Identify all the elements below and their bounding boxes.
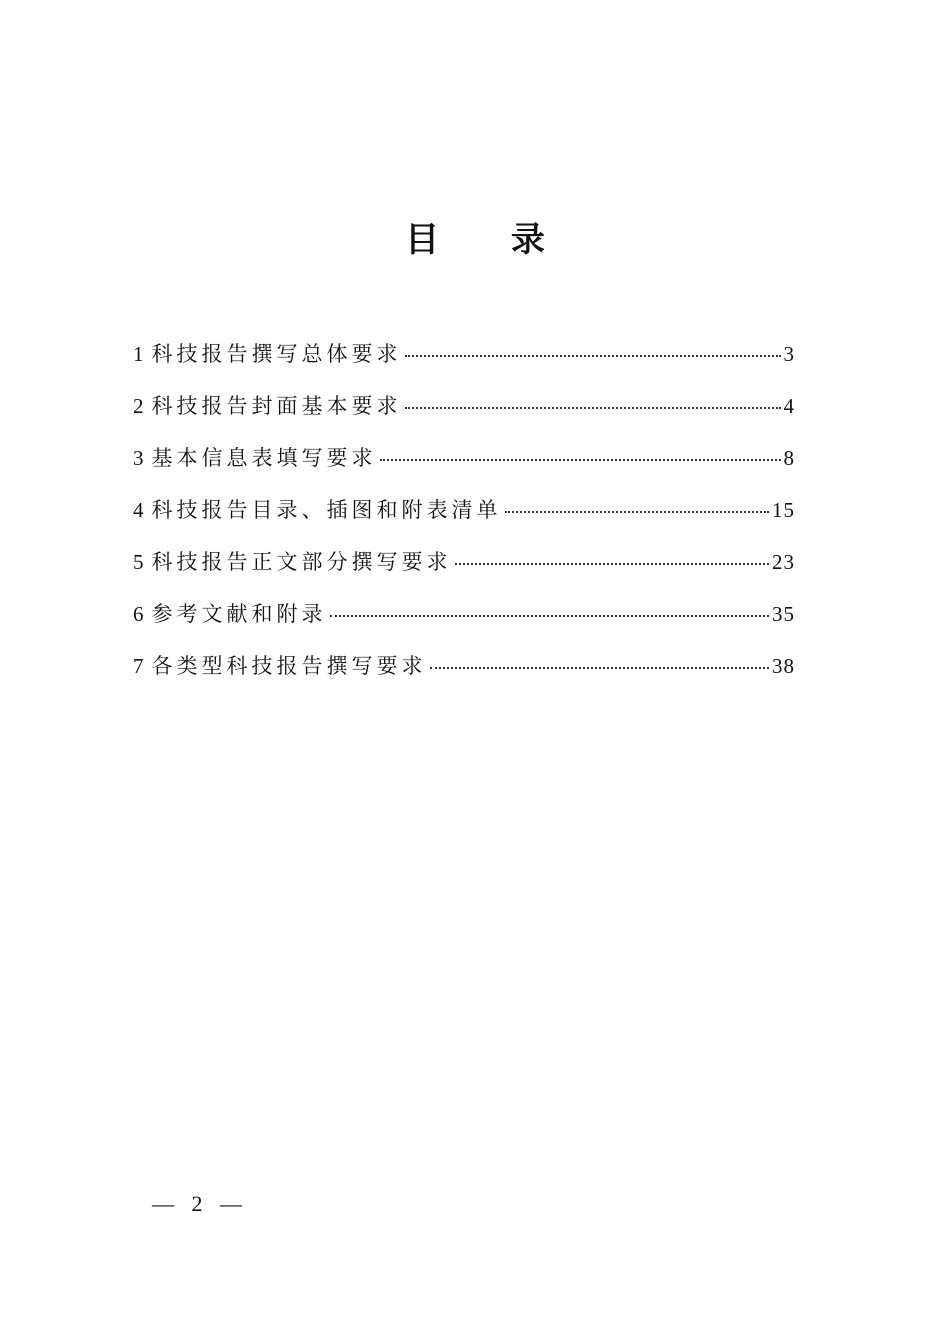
toc-entry-number: 4 [133, 498, 144, 522]
toc-entry-page: 3 [783, 342, 795, 366]
toc-entry-title: 基本信息表填写要求 [151, 446, 377, 470]
toc-entry-title: 科技报告撰写总体要求 [151, 342, 402, 366]
toc-entry-page: 23 [772, 550, 795, 574]
toc-dot-leader [505, 511, 770, 513]
toc-entry-title: 参考文献和附录 [151, 602, 327, 626]
toc-entry[interactable] [133, 544, 795, 596]
toc-entry[interactable] [133, 440, 795, 492]
toc-entry[interactable] [133, 596, 795, 648]
toc-entry-page: 15 [772, 498, 795, 522]
toc-entry-number: 3 [133, 446, 144, 470]
toc-entry-number: 5 [133, 550, 144, 574]
toc-entry-number: 1 [133, 342, 144, 366]
toc-dot-leader [430, 667, 770, 669]
toc-dot-leader [455, 563, 770, 565]
toc-entry[interactable] [133, 336, 795, 388]
toc-entry-page: 38 [772, 654, 795, 678]
toc-entry-title: 科技报告目录、插图和附表清单 [151, 498, 502, 522]
toc-entry-page: 35 [772, 602, 795, 626]
toc-dot-leader [330, 615, 770, 617]
toc-dot-leader [405, 407, 781, 409]
toc-dot-leader [405, 355, 781, 357]
toc-dot-leader [380, 459, 781, 461]
toc-entry-title: 科技报告封面基本要求 [151, 394, 402, 418]
footer-page-number: — 2 — [152, 1191, 248, 1216]
page-title: 目 录 [405, 220, 575, 260]
toc-entry[interactable] [133, 492, 795, 544]
toc-entry-number: 7 [133, 654, 144, 678]
toc-entry[interactable] [133, 648, 795, 700]
toc-entry-page: 4 [783, 394, 795, 418]
toc-entry-number: 6 [133, 602, 144, 626]
toc-entry-title: 科技报告正文部分撰写要求 [151, 550, 452, 574]
toc-entry[interactable] [133, 388, 795, 440]
toc-entry-page: 8 [783, 446, 795, 470]
toc-entry-title: 各类型科技报告撰写要求 [151, 654, 427, 678]
table-of-contents [133, 336, 795, 700]
toc-entry-number: 2 [133, 394, 144, 418]
